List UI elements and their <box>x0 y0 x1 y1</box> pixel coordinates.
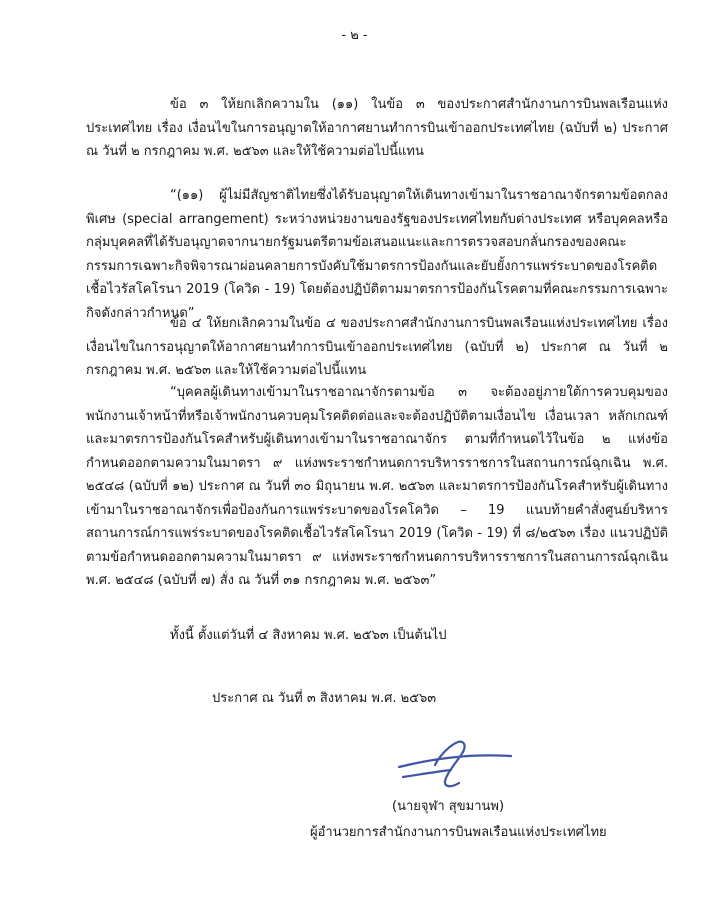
clause-3-paragraph: ข้อ ๓ ให้ยกเลิกความใน (๑๑) ในข้อ ๓ ของประกาศสำนักงานการบินพลเรือนแห่งประเทศไทย เรื่อง เงื่อนไขในการอนุญาตให้อากาศยานทำการบินเข้าออกประเทศไทย (ฉบับที่ ๒) ประกาศ ณ วันที่ ๒ กรกฎาคม พ.ศ. ๒๕๖๓ และให้ใช้ความต่อไปนี้แทน <box>86 97 668 159</box>
effective-date-paragraph: ทั้งนี้ ตั้งแต่วันที่ ๔ สิงหาคม พ.ศ. ๒๕๖๓ เป็นต้นไป <box>170 628 447 643</box>
clause-3-quoted-text: “(๑๑) ผู้ไม่มีสัญชาติไทยซึ่งได้รับอนุญาตให้เดินทางเข้ามาในราชอาณาจักรตามข้อตกลงพิเศษ (special arrangement) ระหว่างหน่วยงานของรัฐของประเทศไทยกับต่างประเทศ หรือบุคคลหรือกลุ่มบุคคลที่ได้รับอนุญาตจากนายกรัฐมนตรีตามข้อเสนอแนะและการตรวจสอบกลั่นกรองของคณะกรรมการเฉพาะกิจพิจารณาผ่อนคลายการบังคับใช้มาตรการป้องกันและยับยั้งการแพร่ระบาดของโรคติดเชื้อไวรัสโคโรนา 2019 (โควิด - 19) โดยต้องปฏิบัติตามมาตรการป้องกันโรคตามที่คณะกรรมการเฉพาะกิจดังกล่าวกำหนด” <box>86 188 668 321</box>
page-number: - ๒ - <box>341 28 368 43</box>
signature-image <box>395 737 515 791</box>
announcement-date: ประกาศ ณ วันที่ ๓ สิงหาคม พ.ศ. ๒๕๖๓ <box>212 691 437 706</box>
signer-name: (นายจุฬา สุขมานพ) <box>392 799 505 814</box>
clause-4-quoted-text: “บุคคลผู้เดินทางเข้ามาในราชอาณาจักรตามข้อ ๓ จะต้องอยู่ภายใต้การควบคุมของพนักงานเจ้าหน้าที่หรือเจ้าพนักงานควบคุมโรคติดต่อและจะต้องปฏิบัติตามเงื่อนไข เงื่อนเวลา หลักเกณฑ์และมาตรการป้องกันโรคสำหรับผู้เดินทางเข้ามาในราชอาณาจักร ตามที่กำหนดไว้ในข้อ ๒ แห่งข้อกำหนดออกตามความในมาตรา ๙ แห่งพระราชกำหนดการบริหารราชการในสถานการณ์ฉุกเฉิน พ.ศ. ๒๕๔๘ (ฉบับที่ ๑๒) ประกาศ ณ วันที่ ๓๐ มิถุนายน พ.ศ. ๒๕๖๓ และมาตรการป้องกันโรคสำหรับผู้เดินทางเข้ามาในราชอาณาจักรเพื่อป้องกันการแพร่ระบาดของโรคโควิด – 19 แนบท้ายคำสั่งศูนย์บริหารสถานการณ์การแพร่ระบาดของโรคติดเชื้อไวรัสโคโรนา 2019 (โควิด - 19) ที่ ๘/๒๕๖๓ เรื่อง แนวปฏิบัติตามข้อกำหนดออกตามความในมาตรา ๙ แห่งพระราชกำหนดการบริหารราชการในสถานการณ์ฉุกเฉิน พ.ศ. ๒๕๔๘ (ฉบับที่ ๗) สั่ง ณ วันที่ ๓๑ กรกฎาคม พ.ศ. ๒๕๖๓” <box>86 385 668 588</box>
clause-4-paragraph: ข้อ ๔ ให้ยกเลิกความในข้อ ๔ ของประกาศสำนักงานการบินพลเรือนแห่งประเทศไทย เรื่อง เงื่อนไขในการอนุญาตให้อากาศยานทำการบินเข้าออกประเทศไทย (ฉบับที่ ๒) ประกาศ ณ วันที่ ๒ กรกฎาคม พ.ศ. ๒๕๖๓ และให้ใช้ความต่อไปนี้แทน <box>86 316 668 378</box>
signer-title: ผู้อำนวยการสำนักงานการบินพลเรือนแห่งประเทศไทย <box>310 825 607 840</box>
